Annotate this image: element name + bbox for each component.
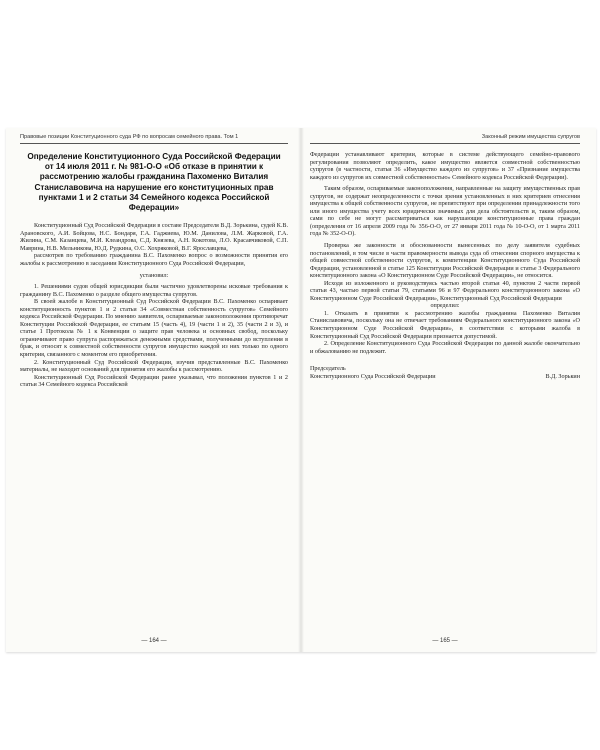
right-page-number: — 165 —	[432, 638, 458, 644]
left-running-head: Правовые позиции Конституционного суда РФ по вопросам семейного права. Том 1	[20, 134, 288, 144]
considering-paragraph: рассмотрев по требованию гражданина В.С. Пахоменко вопрос о возможности принятия его жалобы к рассмотрению в заседании Конституционного Суда Российской Федерации,	[20, 253, 288, 267]
right-paragraph-3: Проверка же законности и обоснованности вынесенных по делу заявителя судебных постановлений, в том числе в части правомерности вывода суда об отнесении спорного имущества к общей совместной собственности супругов, к компетенции Конституционного Суда Российской Федерации, установленной в статье 125 Конституции Российской Федерации и статье 3 Федерального конституционного закона «О Конституционном Суде Российской Федерации», не относится.	[310, 243, 580, 280]
established-label: установил:	[139, 272, 169, 279]
decision-2: 2. Определение Конституционного Суда Российской Федерации по данной жалобе окончательно и обжалованию не подлежит.	[310, 341, 580, 355]
left-paragraph-3: 2. Конституционный Суд Российской Федерации, изучив представленные В.С. Пахоменко материалы, не находит оснований для принятия его жалобы к рассмотрению.	[20, 359, 288, 374]
left-page-number: — 164 —	[141, 638, 167, 644]
left-paragraph-1: 1. Решениями судов общей юрисдикции были частично удовлетворены исковые требования к гражданину В.С. Пахоменко о разделе общего имущества супругов.	[20, 284, 288, 298]
right-body-text	[310, 152, 580, 356]
determined-label: определил:	[430, 303, 460, 310]
signature-role-line-1: Председатель	[310, 366, 346, 373]
right-paragraph-4: Исходя из изложенного и руководствуясь частью второй статьи 40, пунктом 2 части первой статьи 43, частью первой статьи 79, статьями 96 и 97 Федерального конституционного закона «О Конституционном Суде Российской Федерации», Конституционный Суд Российской Федерации	[310, 280, 580, 302]
left-page	[20, 134, 288, 644]
left-paragraph-2: В своей жалобе в Конституционный Суд Российской Федерации В.С. Пахоменко оспаривает конституционность пунктов 1 и 2 статьи 34 «Совместная собственность супругов» Семейного кодекса Российской Федерации. По мнению заявителя, оспариваемые законоположения противоречат Конституции Российской Федерации, ее статьям 15 (часть 4), 19 (части 1 и 2), 35 (части 2 и 3), и статье 1 Протокола № 1 к Конвенции о защите прав человека и основных свобод, поскольку ограничивают право супруга распоряжаться денежными средствами, полученными до вступления в брак, и относят к совместной собственности супругов имущество каждой из них только по одного критерия, связанного с моментом его приобретения.	[20, 299, 288, 358]
book-gutter	[298, 128, 304, 652]
right-running-head: Законный режим имущества супругов	[310, 134, 580, 144]
left-paragraph-4: Конституционный Суд Российской Федерации ранее указывал, что положения пунктов 1 и 2 статьи 34 Семейного кодекса Российской	[20, 374, 288, 389]
left-body-text	[20, 223, 288, 389]
decision-1: 1. Отказать в принятии к рассмотрению жалобы гражданина Пахоменко Виталия Станиславовича, поскольку она не отвечает требованиям Федерального конституционного закона «О Конституционном Суде Российской Федерации», в соответствии с которыми жалоба в Конституционный Суд Российской Федерации признается допустимой.	[310, 310, 580, 340]
signature-block	[310, 366, 580, 381]
court-composition: Конституционный Суд Российской Федерации в составе Председателя В.Д. Зорькина, судей К.В. Арановского, А.И. Бойцова, Н.С. Бондаря, Г.А. Гаджиева, Ю.М. Данилова, Л.М. Жарковой, Г.А. Жилина, С.М. Казанцева, М.И. Клеандрова, С.Д. Князева, А.Н. Кокотова, Л.О. Красавчиковой, С.П. Маврина, Н.В. Мельникова, Ю.Д. Рудкина, О.С. Хохряковой, В.Г. Ярославцева,	[20, 223, 288, 252]
document-title: Определение Конституционного Суда Российской Федерации от 14 июля 2011 г. № 981-О-О «Об отказе в принятии к рассмотрению жалобы гражданина Пахоменко Виталия Станиславовича на нарушение его конституционных прав пунктами 1 и 2 статьи 34 Семейного кодекса Российской Федерации»	[27, 152, 281, 213]
right-paragraph-1: Федерации устанавливают критерии, которые в системе действующего семейно-правового регулирования позволяют определить, какое имущество является совместной собственностью супругов (в частности, статьи 36 «Имущество каждого из супругов» и 37 «Признание имущества каждого из супругов их совместной собственностью» Семейного кодекса Российской Федерации).	[310, 152, 580, 181]
signature-role-line-2: Конституционного Суда Российской Федерации	[310, 373, 436, 380]
right-page	[310, 134, 580, 644]
signature-name: В.Д. Зорькин	[545, 373, 580, 380]
right-paragraph-2: Таким образом, оспариваемые законоположения, направленные на защиту имущественных прав супругов, не содержат неопределенности с точки зрения установленных в них критериев отнесения имущества к общей собственности супругов, не препятствуют при определении принадлежности того или иного имущества учету всех юридически значимых для дела обстоятельств и, таким образом, сами по себе не могут рассматриваться как нарушающие конституционные права граждан (определения от 16 апреля 2009 года № 356-О-О, от 27 января 2011 года № 10-О-О, от 1 марта 2011 года № 352-О-О).	[310, 186, 580, 238]
